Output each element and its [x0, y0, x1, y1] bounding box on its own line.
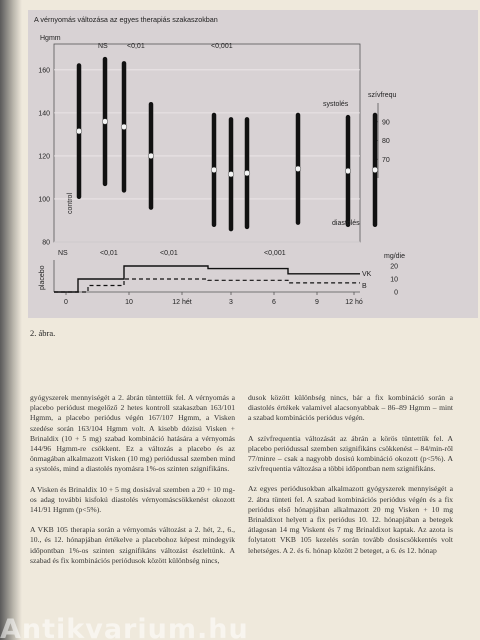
heart-rate-marker — [372, 167, 378, 173]
systole-label: systolés — [323, 101, 349, 108]
heart-rate-marker — [295, 166, 301, 172]
paragraph: A szívfrequentia változását az ábrán a körös tüntettük fel. A placebo periódussal szemben szignifikáns csökkenést – 84/min-ről 77/minre – csak a nagyobb dosisú kombináció okozott (p<5%). A szívfrequentia változása a többi időpontban nem szignifikáns. — [248, 433, 453, 474]
chart-title: A vérnyomás változása az egyes therapiás szakaszokban — [34, 15, 218, 24]
y2-tick-label: 80 — [382, 138, 390, 145]
scan-page-edge — [0, 0, 22, 640]
y-tick-label: 140 — [38, 110, 50, 118]
x-tick-label: 12 hét — [172, 299, 192, 306]
x-tick-label: 9 — [315, 299, 319, 306]
chart-svg — [28, 10, 478, 318]
y2-axis-label: szívfrequ — [368, 92, 397, 99]
y2-tick-label: 90 — [382, 119, 390, 127]
paragraph: gyógyszerek mennyiségét a 2. ábrán tüntettük fel. A vérnyomás a placebo periódust megelőző 2 hetes kontroll szakaszban 163/101 Hgmm, a placebo periódus végén 167/107 Hgmm, a Visken szedése során 163/104 Hgmm volt. A kisebb dózisú Visken + Brinaldix (10 + 5 mg) szabad kombináció hatására a vérnyomás 144/96 Hgmm-re csökkent. Ez a változás a placebo és az önmagában alkalmazott Visken (10 mg) periódussal szemben mind a systolés, mind a diastolés nyomásra 1%-os szinten szignifikáns. — [30, 393, 235, 474]
x-tick-label: 3 — [229, 299, 233, 306]
heart-rate-marker — [121, 124, 127, 130]
heart-rate-marker — [148, 153, 154, 159]
y-axis-label: Hgmm — [40, 35, 61, 42]
dose-tick-label: 20 — [390, 263, 398, 271]
paragraph: dusok között különbség nincs, bár a fix kombináció során a diastolés értékek valamivel alacsonyabbak – 86–89 Hgmm – mint a szabad kombinációs periódus végén. — [248, 393, 453, 423]
dose-line-vk — [54, 266, 360, 292]
y-tick-label: 120 — [38, 153, 50, 161]
x-tick-label: 10 — [125, 299, 133, 306]
y-tick-label: 100 — [38, 196, 50, 204]
significance-label-top: <0,01 — [127, 43, 145, 50]
heart-rate-marker — [211, 167, 217, 173]
x-tick-label: 6 — [272, 299, 276, 306]
text-column-left — [30, 393, 235, 576]
figure-panel — [28, 10, 478, 318]
significance-label-top: <0,001 — [211, 43, 233, 50]
dose-series-label-b: B — [362, 282, 367, 290]
paragraph: A Visken és Brinaldix 10 + 5 mg dosisával szemben a 20 + 10 mg-os adag további kisfokú diastolés vérnyomáscsökkenést okozott 141/91 Hgmm (p<5%). — [30, 484, 235, 515]
figure-caption: 2. ábra. — [30, 328, 56, 338]
dose-tick-label: 10 — [390, 276, 398, 284]
heart-rate-marker — [244, 170, 250, 176]
y2-tick-label: 70 — [382, 156, 390, 164]
x-tick-label: 12 hó — [345, 299, 363, 306]
significance-label-bottom: <0,01 — [100, 250, 118, 257]
placebo-label: placebo — [39, 265, 46, 290]
heart-rate-marker — [76, 128, 82, 134]
heart-rate-marker — [345, 168, 351, 174]
y-tick-label: 80 — [42, 239, 50, 247]
text-column-right — [248, 393, 453, 566]
significance-label-top: NS — [98, 43, 108, 50]
x-tick-label: 0 — [64, 299, 68, 306]
significance-label-bottom: NS — [58, 250, 68, 257]
control-label: control — [67, 192, 74, 214]
dose-line-b — [54, 279, 360, 292]
plot-frame — [54, 44, 360, 242]
dose-tick-label: 0 — [394, 289, 398, 297]
paragraph: A VKB 105 therapia során a vérnyomás változást a 2. hét, 2., 6., 10., és 12. hónapjában értékelve a placebohoz képest mindegyik időpontban 1%-os szinten szignifikáns változást észleltünk. A szabad és fix kombinációs periódusok között különbség nincs, — [30, 525, 235, 565]
y-tick-label: 160 — [38, 67, 50, 75]
diastole-label: diastolés — [332, 220, 360, 227]
paragraph: Az egyes periódusokban alkalmazott gyógyszerek mennyiségét a 2. ábra tünteti fel. A szabad kombinációs periódus végén és a fix periódus első hónapjában alkalmazott 20 mg Visken + 10 mg Brinaldixot helyett a fix periódus 10. 12. hónapjában a betegek átlagosan 14 mg Viskent és 7 mg Brinaldixot kaptak. Az azota is folytatott VKB 105 kezelés során tovább dosiscsökkentés volt lehetséges. A 2. és 6. hónap között 2 beteget, a 6. és 12. hónap — [248, 484, 453, 555]
heart-rate-marker — [102, 119, 108, 125]
dose-axis-label: mg/die — [384, 253, 406, 260]
heart-rate-marker — [228, 171, 234, 177]
watermark: Antikvarium.hu — [0, 614, 249, 640]
dose-series-label-vk: VK — [362, 270, 372, 278]
significance-label-bottom: <0,001 — [264, 250, 286, 257]
significance-label-bottom: <0,01 — [160, 250, 178, 257]
